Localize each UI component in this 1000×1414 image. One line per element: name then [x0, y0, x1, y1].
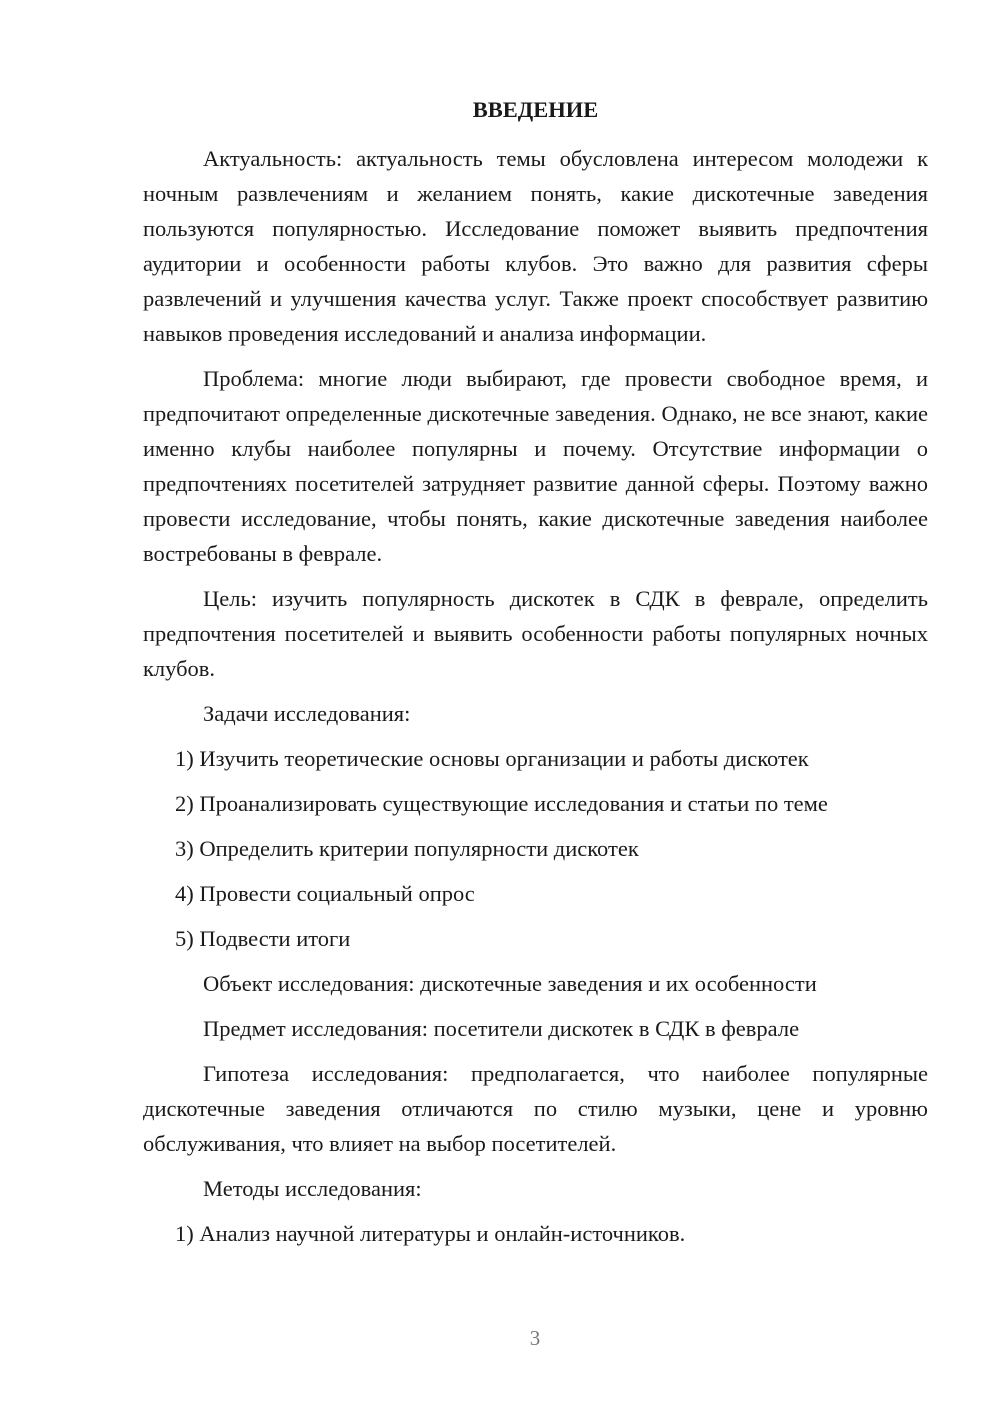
problem-paragraph: Проблема: многие люди выбирают, где провести свободное время, и предпочитают определенные дискотечные заведения. Однако, не все знают, какие именно клубы наиболее популярны и почему. Отсутствие информации о предпочтениях посетителей затрудняет развитие данной сферы. Поэтому важно провести исследование, чтобы понять, какие дискотечные заведения наиболее востребованы в феврале.: [143, 366, 928, 566]
tasks-heading: Задачи исследования:: [203, 701, 411, 726]
list-item: 1) Анализ научной литературы и онлайн-источников.: [175, 1221, 686, 1246]
goal-paragraph: Цель: изучить популярность дискотек в СДК в феврале, определить предпочтения посетителей и выявить особенности работы популярных ночных клубов.: [143, 586, 928, 681]
list-item: 3) Определить критерии популярности дискотек: [175, 836, 639, 861]
subject-line: Предмет исследования: посетители дискотек в СДК в феврале: [203, 1016, 800, 1041]
tasks-list: [143, 741, 928, 956]
methods-list: [143, 1216, 928, 1251]
list-item: 4) Провести социальный опрос: [175, 881, 475, 906]
page-number: 3: [529, 1326, 541, 1350]
list-item: 5) Подвести итоги: [175, 926, 351, 951]
object-line: Объект исследования: дискотечные заведения и их особенности: [203, 971, 817, 996]
list-item: 1) Изучить теоретические основы организации и работы дискотек: [175, 746, 809, 771]
list-item: 2) Проанализировать существующие исследования и статьи по теме: [175, 791, 828, 816]
relevance-paragraph: Актуальность: актуальность темы обусловлена интересом молодежи к ночным развлечениям и желанием понять, какие дискотечные заведения пользуются популярностью. Исследование поможет выявить предпочтения аудитории и особенности работы клубов. Это важно для развития сферы развлечений и улучшения качества услуг. Также проект способствует развитию навыков проведения исследований и анализа информации.: [143, 146, 928, 346]
methods-heading: Методы исследования:: [203, 1176, 422, 1201]
document-page: [143, 92, 928, 1261]
section-title: ВВЕДЕНИЕ: [472, 97, 599, 122]
hypothesis-paragraph: Гипотеза исследования: предполагается, что наиболее популярные дискотечные заведения отличаются по стилю музыки, цене и уровню обслуживания, что влияет на выбор посетителей.: [143, 1061, 928, 1156]
